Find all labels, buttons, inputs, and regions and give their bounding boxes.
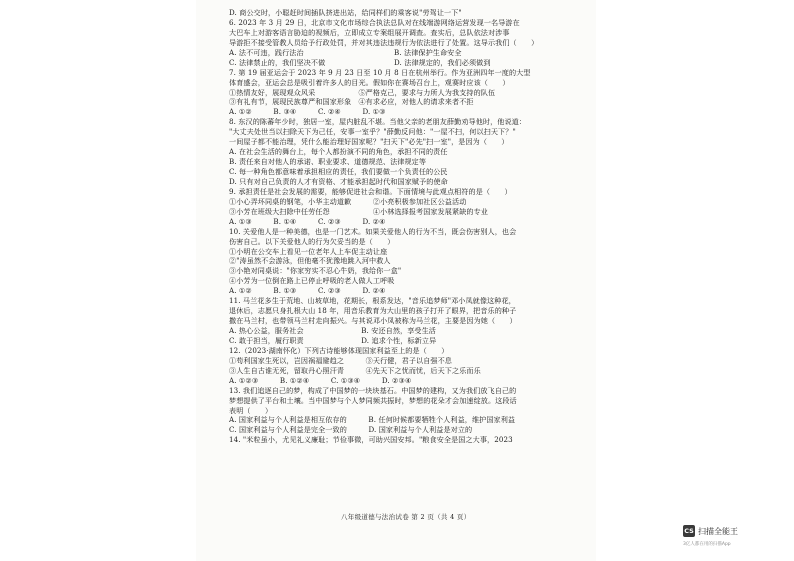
text-line: 退休后，志愿只身扎根大山 18 年，用音乐教育为大山里的孩子打开了眼界，把音乐的种子 [229,306,517,316]
text-line: 13. 我们追逐自己的梦，构成了中国梦的一块块基石。中国梦的建构，又为我们放飞自己的 [229,385,517,395]
text-line: 7. 第 19 届亚运会于 2023 年 9 月 23 日至 10 月 8 日在杭州举行。作为亚洲四年一度的大型 [229,67,531,77]
text-line: ③人生自古谁无死，留取丹心照汗青 ④先天下之忧而忧，后天下之乐而乐 [229,365,481,375]
text-line: ①热情友好，展现观众风采 ⑤严格克己，要求与力所人为我支持的队伍 [229,87,496,97]
text-line: A. 在社会生活的舞台上，每个人都扮演不同的角色，承担不同的责任 [229,147,448,157]
text-line: 10. 关爱他人是一种美德，也是一门艺术。如果关爱他人的行为不当，既会伤害别人，也会 [229,226,517,236]
option-text: A. 法不可违，践行法治 [229,47,304,57]
text-line: 8. 东汉的陈蕃年少时，独居一室，屋内脏乱不堪。当他父亲的老朋友薛勤劝导他时，他说道： [229,117,527,127]
scanner-app-name: 扫描全能王 [698,526,738,536]
text-line: C. 国家利益与个人利益是完全一致的 D. 国家利益与个人利益是对立的 [229,425,473,435]
text-line: D. 商公交时，小聪赶时间插队挤进出站，给同样们的乘客说"劳驾让一下" [229,8,462,17]
text-line: 一间屋子都不能治理，凭什么能治理好国家呢？"扫天下"必先"扫一室"，是因为（ ） [229,137,509,147]
page-footer: 八年级道德与法治试卷 第 2 页（共 4 页） [341,513,471,521]
text-line: ④小芳为一位倒在路上已停止呼吸的老人做人工呼吸 [229,276,395,286]
text-line: ②"涛虽然不会游泳，但他毫不犹豫地跳入河中救人 [229,256,391,266]
text-line: "大丈夫处世当以扫除天下为己任，安事一室乎？"薛勤反问他："一屋不扫，何以扫天下？" [229,127,516,137]
text-line: 6. 2023 年 3 月 29 日，北京市文化市场综合执法总队对在线端游网络运营发现一名导游在 [229,17,520,27]
text-line: B. 责任来自对他人的承诺、职业要求、道德规范、法律规定等 [229,157,427,167]
text-line: A. ①② B. ③④ C. ②④ D. ①③ [229,107,386,117]
option-text: B. 法律保护生命安全 [394,47,462,57]
text-line: D. 只有对自己负责的人才有资格、才能承担起时代和国家赋予的使命 [229,176,448,186]
text-line: A. ①③ B. ①④ C. ②③ D. ②④ [229,216,386,226]
text-line: 9. 承担责任是社会发展的需要，能够促进社会和谐。下面情境与此观点相符的是（ ） [229,186,512,196]
text-line: ①小明在公交车上看见一位老年人上车促主动让座 [229,246,388,256]
option-row [229,48,559,58]
text-line: 12.（2023·湖南怀化）下列古诗能够体现国家利益至上的是（ ） [229,345,449,355]
question-text-block [229,8,559,445]
text-line: A. ①②③ B. ①②④ C. ①③④ D. ②③④ [229,375,412,385]
scanner-watermark [683,525,738,537]
text-line: A. ①② B. ①③ C. ②③ D. ②④ [229,286,386,296]
text-line: ③有礼有节，展现民族尊严和国家形象 ④有求必应，对他人的请求来者不拒 [229,97,474,107]
text-line: 11. 马兰花多生于荒地、山坡草地，花期长，根系发达，"音乐追梦师"邓小凤就像这种花， [229,296,516,306]
text-line: ①苟利国家生死以，岂因祸福避趋之 ③天行健，君子以自强不息 [229,355,453,365]
camscanner-logo-icon: CS [684,527,694,535]
text-line: 伤害自己。以下关爱他人的行为欠妥当的是（ ） [229,236,395,246]
option-row [229,58,559,68]
option-text: C. 法律禁止的，我们坚决不做 [229,57,326,67]
text-line: 导游拒不接受管教人员给予行政处罚，并对其违法违规行为依法进行了处置。这导示我们（ ） [229,37,539,47]
text-line: 撒在马兰村，也带领马兰村走向振兴。与其说邓小凤被称为马兰花，主要是因为她（ ） [229,316,517,326]
text-line: 梦想提供了平台和土壤。当中国梦与个人梦同频共振时，梦想的花朵才会加速绽放。这段话 [229,395,517,405]
text-line: C. 每一种角色都意味着承担相应的责任，我们要做一个负责任的公民 [229,167,448,176]
text-line: C. 敢于担当，履行职责 D. 追求个性，标新立异 [229,335,437,345]
text-line: A. 国家利益与个人利益是相互依存的 B. 任何时候都要牺牲个人利益，维护国家利益 [229,415,516,425]
text-line: ①小心弄坏同桌的钢笔，小华主动道歉 ②小亮积极参加社区公益活动 [229,196,467,206]
text-line: 14. "米粒虽小，尤见礼义廉耻；节俭事微，可助兴国安邦。"粮食安全是国之大事，2023 [229,435,513,445]
text-line: 大巴车上对游客语言胁迫的视频后，立即成立专案组展开调查。查实后，总队依法对涉事 [229,27,510,37]
text-line: 表明（ ） [229,405,273,415]
text-line: ③小芳在班级大扫除中任劳任怨 ④小林选择报考国家发展紧缺的专业 [229,206,488,216]
text-line: 体育盛会，亚运会总是吸引着许多人的目光。假如你在赛场召台上，观赛时应该（ ） [229,77,510,87]
text-line: A. 热心公益，服务社会 B. 安还自然，享受生活 [229,326,436,335]
option-text: D. 法律规定的，我们必须做到 [394,57,491,67]
text-line: ③小艳对同桌说："你家穷实不忍心牛奶，我给你一盒" [229,266,402,276]
scanner-tagline: 3亿人都在用的扫描App [683,542,731,547]
